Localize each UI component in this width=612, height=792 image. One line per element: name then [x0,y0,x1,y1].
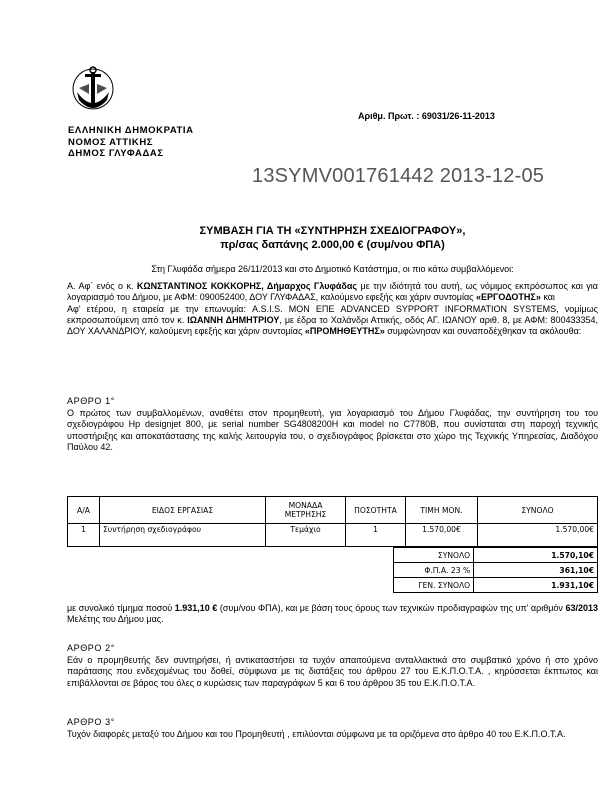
subtotal-value: 1.570,10€ [474,548,598,563]
col-header: ΕΙΔΟΣ ΕΡΓΑΣΙΑΣ [100,497,266,524]
employer-role: «ΕΡΓΟΔΟΤΗΣ» [476,292,541,303]
table-header-row [68,497,598,524]
article-3-text: Τυχόν διαφορές μεταξύ του Δήμου και του Προμηθευτή , επιλύονται σύμφωνα με τα οριζόμενα στο άρθρο 40 του Ε.Κ.Π.Ο.Τ.Α. [67,729,566,739]
article-3-title: ΑΡΘΡΟ 3° [67,717,115,727]
article-2-title: ΑΡΘΡΟ 2° [67,643,115,653]
vat-label: Φ.Π.Α. 23 % [394,563,474,578]
cell: 1 [346,524,406,547]
article-2-text: Εάν ο προμηθευτής δεν συντηρήσει, ή αντικαταστήσει τα τυχόν απαιτούμενα ανταλλακτικά στο συμβατικό χρόνο ή στο χρόνο παράτασης που ενδεχομένως του δοθεί, σύμφωνα με τις διατάξεις του άρθρου 27 του Ε.Κ.Π.Ο.Τ.Α. , κηρύσσεται έκπτωτος και επιβάλλονται σε βάρος του όλες ο κυρώσεις των παραγράφων 5 και 6 του άρθρου 35 του Ε.Κ.Π.Ο.Τ.Α. [67,655,598,688]
document-title [67,224,598,252]
cell: 1 [68,524,100,547]
totals-table [393,547,598,593]
contractor-rep-name: ΙΩΑΝΝΗ ΔΗΜΗΤΡΙΟΥ [187,314,280,325]
cell: Συντήρηση σχεδιογράφου [100,524,266,547]
cell: 1.570,00€ [478,524,598,547]
subtotal-row [394,548,598,563]
col-header: ΠΟΣΟΤΗΤΑ [346,497,406,524]
municipality-seal-icon [67,62,119,114]
intro-line: Στη Γλυφάδα σήμερα 26/11/2013 και στο Δημοτικό Κατάστημα, οι πιο κάτω συμβαλλόμενοι: [151,264,514,274]
col-header: Α/Α [68,497,100,524]
total-amount: 1.931,10 € [174,603,218,613]
table-row [68,524,598,547]
title-line-1: ΣΥΜΒΑΣΗ ΓΙΑ ΤΗ «ΣΥΝΤΗΡΗΣΗ ΣΧΕΔΙΟΓΡΑΦΟΥ», [199,225,466,237]
agency-line: ΔΗΜΟΣ ΓΛΥΦΑΔΑΣ [68,148,164,159]
vat-row [394,563,598,578]
agency-line: ΕΛΛΗΝΙΚΗ ΔΗΜΟΚΡΑΤΙΑ [68,125,194,136]
article-1-text: Ο πρώτος των συμβαλλομένων, αναθέτει στον προμηθευτή, για λογαριασμό του Δήμου Γλυφάδας, την συντήρηση του του σχεδιογράφου Hp designjet 800, με serial number SG4808200H και model no C7780B, που συνίσταται στη παροχή τεχνικής υποστήριξης και αποκατάστασης της καλής λειτουργία του, ο σχεδιογράφος βρίσκεται στο χώρο της Τεχνικής Υπηρεσίας, Διαδόχου Παύλου 42. [67,408,598,452]
col-header: ΣΥΝΟΛΟ [478,497,598,524]
agency-line: ΝΟΜΟΣ ΑΤΤΙΚΗΣ [68,136,154,148]
grand-total-row [394,578,598,593]
items-table [67,496,598,547]
ada-stamp: 13SYMV001761442 2013-12-05 [252,165,545,187]
col-header: ΜΟΝΑΔΑ ΜΕΤΡΗΣΗΣ [266,497,346,524]
subtotal-label: ΣΥΝΟΛΟ [394,548,474,563]
mayor-name: ΚΩΝΣΤΑΝΤΙΝΟΣ ΚΟΚΚΟΡΗΣ, Δήμαρχος Γλυφάδας [136,281,358,291]
study-number: 63/2013 [565,603,599,613]
issuing-authority [68,125,194,160]
title-line-2: πρ/σας δαπάνης 2.000,00 € (συμ/νου ΦΠΑ) [220,239,445,251]
vat-value: 361,10€ [474,563,598,578]
grand-total-value: 1.931,10€ [474,578,598,593]
supplier-role: «ΠΡΟΜΗΘΕΥΤΗΣ» [304,326,385,337]
price-paragraph: με συνολικό τίμημα ποσού 1.931,10 € (συμ/νου ΦΠΑ), και με βάση τους όρους των τεχνικών προδιαγραφών της υπ' αριθμόν 63/2013 Μελέτης του Δήμου μας. [67,603,599,625]
cell: 1.570,00€ [406,524,478,547]
col-header: ΤΙΜΗ ΜΟΝ. [406,497,478,524]
article-1-title: ΑΡΘΡΟ 1° [67,396,115,406]
protocol-number: Αριθμ. Πρωτ. : 69031/26-11-2013 [358,111,495,121]
cell: Τεμάχιο [266,524,346,547]
grand-total-label: ΓΕΝ. ΣΥΝΟΛΟ [394,578,474,593]
parties-paragraph: Α. Αφ΄ ενός ο κ. ΚΩΝΣΤΑΝΤΙΝΟΣ ΚΟΚΚΟΡΗΣ, Δήμαρχος Γλυφάδας με την ιδιότητά του αυτή, ως νόμιμος εκπρόσωπος και για λογαριασμό του Δήμου, με ΑΦΜ: 090052400, ΔΟΥ ΓΛΥΦΑΔΑΣ, καλούμενο εφεξής και χάριν συντομίας «ΕΡΓΟΔΟΤΗΣ» και Αφ' ετέρου, η εταιρεία με την επωνυμία: A.S.I.S. MON ΕΠΕ ADVANCED SYPPORT INFORMATION SYSTEMS, νομίμως εκπροσωπούμενη από τον κ. ΙΩΑΝΝΗ ΔΗΜΗΤΡΙΟΥ, με έδρα το Χαλάνδρι Αττικής, οδός ΑΓ. ΙΩΑΝΟΥ αριθ. 8, με ΑΦΜ: 800433354, ΔΟΥ ΧΑΛΑΝΔΡΙΟΥ, καλούμενη εφεξής και χάριν συντομίας «ΠΡΟΜΗΘΕΥΤΗΣ» συμφώνησαν και συναποδέχθηκαν τα ακόλουθα: [67,281,598,337]
